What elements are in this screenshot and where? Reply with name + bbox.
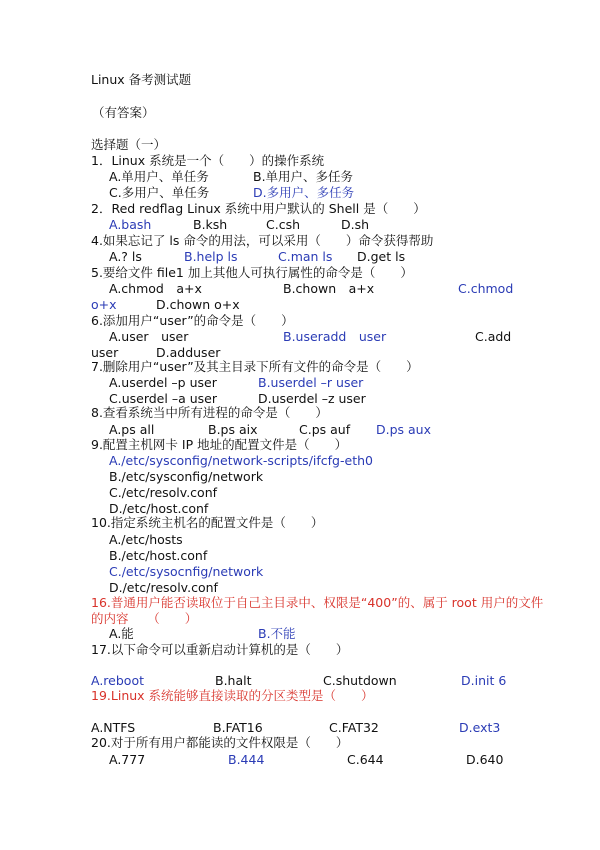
q6-option-c-cont: user — [91, 345, 119, 360]
question-4: 4.如果忘记了 ls 命令的用法，可以采用（ ）命令获得帮助 — [91, 233, 434, 248]
q6-option-c: C.add — [475, 329, 512, 344]
question-1: 1．Linux 系统是一个（ ）的操作系统 — [91, 153, 325, 168]
q2-option-c: C.csh — [266, 217, 301, 232]
q2-option-a-answer: A.bash — [109, 217, 152, 232]
q10-option-a: A./etc/hosts — [109, 532, 183, 547]
q17-option-d: D.init 6 — [461, 673, 507, 688]
q8-option-d-answer: D.ps aux — [376, 422, 431, 437]
q7-option-d: D.userdel –z user — [258, 391, 366, 406]
q1-option-a: A.单用户、单任务 — [109, 169, 209, 184]
q16-option-a: A.能 — [109, 626, 134, 641]
doc-subtitle: （有答案） — [92, 105, 155, 120]
question-20: 20.对于所有用户都能读的文件权限是（ ） — [91, 735, 349, 750]
question-10: 10.指定系统主机名的配置文件是（ ） — [91, 515, 324, 530]
question-6: 6.添加用户“user”的命令是（ ） — [91, 313, 294, 328]
q17-option-a: A.reboot — [91, 673, 144, 688]
q19-option-c: C.FAT32 — [329, 720, 379, 735]
q2-option-b: B.ksh — [193, 217, 228, 232]
q20-option-d: D.640 — [466, 752, 504, 767]
q4-option-b: B.help ls — [184, 249, 238, 264]
question-16: 16.普通用户能否读取位于自己主目录中、权限是“400”的、属于 root 用户的文件 — [91, 595, 544, 610]
q7-option-a: A.userdel –p user — [109, 375, 217, 390]
q5-option-d: D.chown o+x — [156, 297, 240, 312]
q20-option-b-answer: B.444 — [228, 752, 265, 767]
q20-option-a: A.777 — [109, 752, 146, 767]
q4-option-c: C.man ls — [278, 249, 333, 264]
q17-option-c: C.shutdown — [323, 673, 397, 688]
q5-option-c-cont: o+x — [91, 297, 117, 312]
q9-option-b: B./etc/sysconfig/network — [109, 469, 264, 484]
q8-option-c: C.ps auf — [299, 422, 351, 437]
q19-option-d-answer: D.ext3 — [459, 720, 501, 735]
question-5: 5.要给文件 file1 加上其他人可执行属性的命令是（ ） — [91, 265, 413, 280]
doc-title: Linux 备考测试题 — [91, 72, 192, 87]
question-9: 9.配置主机网卡 IP 地址的配置文件是（ ） — [91, 437, 348, 452]
q20-options — [0, 751, 600, 769]
question-17: 17.以下命令可以重新启动计算机的是（ ） — [91, 642, 349, 657]
q7-option-c: C.userdel –a user — [109, 391, 217, 406]
q6-option-b-answer: B.useradd user — [283, 329, 387, 344]
q9-option-c: C./etc/resolv.conf — [109, 485, 218, 500]
q2-option-d: D.sh — [341, 217, 370, 232]
q19-option-b: B.FAT16 — [213, 720, 263, 735]
q4-option-d: D.get ls — [357, 249, 406, 264]
q10-option-d: D./etc/resolv.conf — [109, 580, 218, 595]
q17-option-b: B.halt — [215, 673, 252, 688]
question-7: 7.删除用户“user”及其主目录下所有文件的命令是（ ） — [91, 359, 419, 374]
q10-option-b: B./etc/host.conf — [109, 548, 208, 563]
q1-option-d-answer: D.多用户、多任务 — [253, 185, 355, 200]
q5-option-c-answer: C.chmod — [458, 281, 514, 296]
q6-option-d: D.adduser — [156, 345, 221, 360]
question-2: 2．Red redflag Linux 系统中用户默认的 Shell 是（ ） — [91, 201, 426, 216]
q5-option-a: A.chmod a+x — [109, 281, 202, 296]
q9-option-d: D./etc/host.conf — [109, 501, 209, 516]
question-8: 8.查看系统当中所有进程的命令是（ ） — [91, 405, 328, 420]
q7-option-b-answer: B.userdel –r user — [258, 375, 364, 390]
section-heading: 选择题（一） — [91, 137, 167, 152]
q16-option-b-answer: B.不能 — [258, 626, 296, 641]
q4-option-a: A.? ls — [109, 249, 142, 264]
q9-option-a-answer: A./etc/sysconfig/network-scripts/ifcfg-eth0 — [109, 453, 373, 468]
q8-option-a: A.ps all — [109, 422, 155, 437]
q6-option-a: A.user user — [109, 329, 189, 344]
q19-option-a: A.NTFS — [91, 720, 136, 735]
q5-option-b: B.chown a+x — [283, 281, 375, 296]
question-19: 19.Linux 系统能够直接读取的分区类型是（ ） — [91, 688, 374, 703]
q10-option-c-answer: C./etc/sysocnfig/network — [109, 564, 264, 579]
question-16-cont: 的内容 （ ） — [91, 611, 198, 626]
q8-option-b: B.ps aix — [208, 422, 258, 437]
q1-option-b: B.单用户、多任务 — [253, 169, 354, 184]
q20-option-c: C.644 — [347, 752, 384, 767]
q1-option-c: C.多用户、单任务 — [109, 185, 210, 200]
